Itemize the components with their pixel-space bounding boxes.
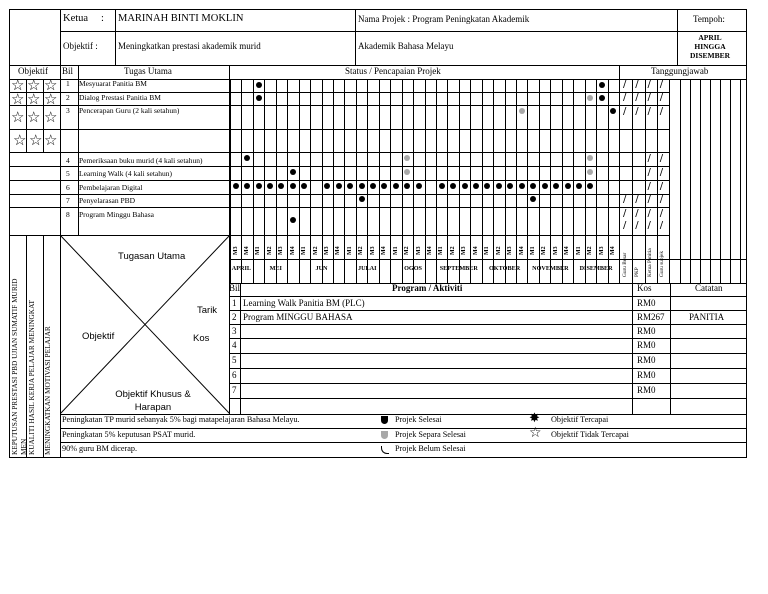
star-outline-icon: ☆ <box>44 90 58 108</box>
unit-value: Akademik Bahasa Melayu <box>358 41 454 51</box>
grid-line <box>562 79 563 283</box>
grid-line <box>60 194 669 195</box>
done-mark <box>256 95 262 101</box>
done-mark <box>290 169 296 175</box>
done-mark <box>347 183 353 189</box>
done-mark <box>290 183 296 189</box>
grid-line <box>9 166 60 167</box>
week-label: M3 <box>507 246 514 255</box>
done-mark <box>370 183 376 189</box>
done-mark <box>256 183 262 189</box>
responsibility-slash: / <box>647 92 651 103</box>
week-label: M3 <box>232 246 239 255</box>
star-outline-icon: ☆ <box>529 425 542 441</box>
task-name-1: Mesyuarat Panitia BM <box>79 79 147 88</box>
grid-line <box>241 79 242 283</box>
month-label: DISEMBER <box>579 265 613 272</box>
objective-vertical-2: KUALITI HASIL KERJA PELAJAR MENINGKAT <box>27 300 36 455</box>
star-outline-icon: ☆ <box>44 131 58 149</box>
diagram-right-top-label: Tarik <box>197 305 218 316</box>
grid-line <box>680 79 681 283</box>
role-label: Ketua Panitia <box>646 248 653 277</box>
done-mark <box>359 196 365 202</box>
task-bil-2: 2 <box>66 93 70 102</box>
program-kos: RM0 <box>637 340 656 350</box>
status-col-header: Status / Pencapaian Projek <box>345 66 441 76</box>
grid-line <box>9 129 60 130</box>
grid-line <box>60 152 669 153</box>
responsibility-slash: / <box>647 194 651 205</box>
responsibility-slash: / <box>659 181 664 192</box>
week-label: M2 <box>266 246 273 255</box>
responsibility-slash: / <box>659 167 664 178</box>
done-mark <box>267 183 273 189</box>
week-label: M2 <box>358 246 365 255</box>
week-label: M1 <box>438 246 445 255</box>
program-name: Learning Walk Panitia BM (PLC) <box>243 298 365 308</box>
star-outline-icon: ☆ <box>44 108 58 126</box>
grid-line <box>436 79 437 283</box>
done-mark <box>381 183 387 189</box>
done-mark <box>301 183 307 189</box>
tugas-col-header: Tugas Utama <box>124 66 172 76</box>
grid-line <box>596 79 597 283</box>
task-name-6: Pembelajaran Digital <box>79 183 143 192</box>
done-mark <box>393 183 399 189</box>
task-bil-7: 7 <box>66 196 70 205</box>
star-outline-icon: ☆ <box>27 76 41 94</box>
grid-line <box>710 79 711 283</box>
grid-line <box>690 79 691 283</box>
responsibility-slash: / <box>623 208 627 219</box>
done-mark <box>290 217 296 223</box>
week-label: M4 <box>427 246 433 255</box>
grid-line <box>740 79 741 283</box>
week-label: M1 <box>346 246 353 255</box>
grid-line <box>516 79 517 283</box>
task-bil-1: 1 <box>66 79 70 88</box>
done-mark <box>530 183 536 189</box>
partial-mark <box>404 155 410 161</box>
grid-line <box>60 166 669 167</box>
responsibility-slash: / <box>623 79 627 90</box>
ketua-name: MARINAH BINTI MOKLIN <box>118 13 244 24</box>
objective-vertical-1b: MEN <box>19 438 28 455</box>
grid-line <box>9 152 60 153</box>
grid-line <box>670 283 671 414</box>
grid-line <box>425 79 426 283</box>
week-label: M1 <box>301 246 308 255</box>
legend-selesai: Projek Selesai <box>395 415 442 424</box>
week-label: M1 <box>575 246 582 255</box>
week-label: M3 <box>552 246 559 255</box>
grid-line <box>229 338 746 339</box>
grid-line <box>459 79 460 283</box>
responsibility-slash: / <box>635 79 639 90</box>
grid-line <box>356 79 357 283</box>
tanggungjawab-col-header: Tanggungjawab <box>651 66 709 76</box>
month-label: MEI <box>269 265 282 272</box>
grid-line <box>60 428 746 429</box>
responsibility-slash: / <box>647 106 651 117</box>
star-outline-icon: ☆ <box>13 131 27 149</box>
partial-mark <box>404 169 410 175</box>
done-mark <box>530 196 536 202</box>
tempoh-line-3: DISEMBER <box>689 51 730 60</box>
diagram-left-label: Objektif <box>82 331 115 342</box>
done-mark <box>576 183 582 189</box>
responsibility-slash: / <box>647 181 651 192</box>
program-bil: 5 <box>232 355 237 365</box>
grid-line <box>447 79 448 283</box>
week-label: M3 <box>461 246 468 255</box>
objective-vertical-3: MENINGKATKAN MOTIVASI PELAJAR <box>43 326 52 455</box>
legend-separa: Projek Separa Selesai <box>395 430 466 439</box>
done-mark <box>244 183 250 189</box>
objektif-col-header: Objektif <box>18 66 48 76</box>
done-mark <box>599 95 605 101</box>
grid-line <box>310 79 311 283</box>
week-label: M1 <box>255 246 262 255</box>
responsibility-slash: / <box>623 92 627 103</box>
objective-vertical-1: KEPUTUSAN PRESTASI PBD UJIAN SUMATIF MURID <box>10 278 19 455</box>
bil-col-header: Bil <box>62 66 74 76</box>
specific-objective-1: Peningkatan TP murid sebanyak 5% bagi matapelajaran Bahasa Melayu. <box>62 415 300 424</box>
tempoh-label: Tempoh: <box>693 14 725 24</box>
grid-line <box>355 9 356 65</box>
done-mark <box>599 82 605 88</box>
responsibility-slash: / <box>647 220 651 231</box>
done-mark <box>244 155 250 161</box>
program-kos: RM0 <box>637 370 656 380</box>
star-outline-icon: ☆ <box>11 108 25 126</box>
week-label: M3 <box>278 246 285 255</box>
grid-line <box>264 79 265 283</box>
ketua-colon: : <box>101 13 104 24</box>
responsibility-slash: / <box>635 194 639 205</box>
star-filled-icon: ✸ <box>529 411 540 426</box>
ketua-label: Ketua <box>63 13 89 24</box>
task-bil-3: 3 <box>66 106 70 115</box>
task-bil-4: 4 <box>66 156 70 165</box>
grid-line <box>9 235 60 236</box>
done-mark <box>439 183 445 189</box>
partial-mark <box>587 155 593 161</box>
done-mark <box>359 183 365 189</box>
week-label: M2 <box>495 246 502 255</box>
grid-line <box>115 9 116 65</box>
grid-line <box>344 79 345 283</box>
project-name: Nama Projek : Program Peningkatan Akademik <box>358 14 530 24</box>
frame-bottom <box>9 457 747 458</box>
week-label: M1 <box>484 246 491 255</box>
grid-line <box>230 79 231 283</box>
responsibility-slash: / <box>659 194 664 205</box>
kos-header: Kos <box>637 283 652 293</box>
program-bil: 2 <box>232 312 237 322</box>
grid-line <box>229 324 746 325</box>
grid-line <box>632 283 633 414</box>
responsibility-slash: / <box>659 79 664 90</box>
grid-line <box>482 79 483 283</box>
done-mark <box>324 183 330 189</box>
week-label: M4 <box>610 246 617 255</box>
grid-line <box>253 79 254 283</box>
grid-line <box>470 79 471 283</box>
done-mark <box>233 183 239 189</box>
program-kos: RM0 <box>637 385 656 395</box>
grid-line <box>367 79 368 283</box>
done-mark <box>507 183 513 189</box>
month-label: SEPTEMBER <box>439 265 478 272</box>
done-mark <box>496 183 502 189</box>
grid-line <box>657 79 658 283</box>
grid-line <box>700 79 701 283</box>
diagram-bottom-label: Objektif Khusus & Harapan <box>115 389 191 413</box>
grid-line <box>585 79 586 283</box>
month-label: NOVEMBER <box>532 265 569 272</box>
responsibility-slash: / <box>647 79 651 90</box>
grid-line <box>276 79 277 283</box>
grid-line <box>287 79 288 283</box>
done-mark <box>542 183 548 189</box>
grid-line <box>229 259 746 260</box>
task-name-4: Pemeriksaan buku murid (4 kali setahun) <box>79 156 203 165</box>
week-label: M1 <box>529 246 536 255</box>
grid-line <box>9 194 60 195</box>
week-label: M4 <box>289 246 296 255</box>
grid-line <box>60 442 746 443</box>
responsibility-slash: / <box>635 220 639 231</box>
week-label: M4 <box>564 246 571 255</box>
grid-line <box>229 353 746 354</box>
grid-line <box>299 79 300 283</box>
star-outline-icon: ☆ <box>11 76 25 94</box>
grid-line <box>573 79 574 283</box>
grid-line <box>229 398 746 399</box>
grid-line <box>229 383 746 384</box>
program-kos: RM267 <box>637 312 665 322</box>
responsibility-slash: / <box>623 106 627 117</box>
grid-line <box>402 79 403 283</box>
week-label: M2 <box>587 246 594 255</box>
task-bil-5: 5 <box>66 169 70 178</box>
done-mark <box>462 183 468 189</box>
partial-mark <box>587 95 593 101</box>
diagram-right-label: Kos <box>193 333 210 344</box>
month-label: OGOS <box>404 265 422 272</box>
frame-top <box>9 9 747 10</box>
grid-line <box>9 180 60 181</box>
star-outline-icon: ☆ <box>11 90 25 108</box>
partial-mark <box>519 108 525 114</box>
grid-line <box>669 79 670 283</box>
specific-objective-2: Peningkatan 5% keputusan PSAT murid. <box>62 430 196 439</box>
grid-line <box>720 79 721 283</box>
program-kos: RM0 <box>637 326 656 336</box>
grid-line <box>619 79 620 283</box>
grid-line <box>539 79 540 283</box>
week-label: M3 <box>415 246 422 255</box>
done-mark <box>404 183 410 189</box>
program-bil: 3 <box>232 326 237 336</box>
responsibility-slash: / <box>635 92 639 103</box>
week-label: M1 <box>392 246 399 255</box>
grid-line <box>505 79 506 283</box>
done-marker-icon <box>381 416 388 424</box>
grid-line <box>60 31 746 32</box>
program-bil-header: Bil <box>229 283 241 293</box>
grid-line <box>550 79 551 283</box>
role-label: Guru subjek <box>658 250 665 277</box>
grid-line <box>60 9 61 79</box>
week-label: M3 <box>369 246 376 255</box>
week-label: M4 <box>381 246 388 255</box>
week-label: M3 <box>324 246 331 255</box>
week-label: M2 <box>541 246 548 255</box>
grid-line <box>229 296 746 297</box>
program-bil: 1 <box>232 298 237 308</box>
grid-line <box>379 79 380 283</box>
month-label: JULAI <box>357 265 377 272</box>
legend-tercapai: Objektif Tercapai <box>551 415 609 424</box>
tempoh-line-1: APRIL <box>698 33 722 42</box>
done-mark <box>565 183 571 189</box>
responsibility-slash: / <box>623 220 627 231</box>
responsibility-slash: / <box>647 167 651 178</box>
responsibility-slash: / <box>659 106 664 117</box>
grid-line <box>60 129 669 130</box>
done-mark <box>278 183 284 189</box>
tempoh-line-2: HINGGA <box>694 42 726 51</box>
week-label: M4 <box>243 246 250 255</box>
done-mark <box>610 108 616 114</box>
star-outline-icon: ☆ <box>27 108 41 126</box>
task-bil-6: 6 <box>66 183 70 192</box>
grid-line <box>60 207 669 208</box>
responsibility-slash: / <box>647 208 651 219</box>
grid-line <box>632 79 633 283</box>
grid-line <box>645 79 646 283</box>
program-catatan: PANITIA <box>689 312 725 322</box>
task-name-2: Dialog Prestasi Panitia BM <box>79 93 161 102</box>
grid-line <box>730 79 731 283</box>
task-name-8: Program Minggu Bahasa <box>79 210 154 219</box>
done-mark <box>484 183 490 189</box>
week-label: M4 <box>472 246 479 255</box>
grid-line <box>493 79 494 283</box>
pending-marker-icon <box>381 446 389 454</box>
grid-line <box>9 207 60 208</box>
grid-line <box>527 79 528 283</box>
star-outline-icon: ☆ <box>44 76 58 94</box>
week-label: M4 <box>518 246 525 255</box>
responsibility-slash: / <box>659 208 664 219</box>
program-bil: 4 <box>232 340 237 350</box>
month-label: JUN <box>315 265 328 272</box>
grid-line <box>229 310 746 311</box>
week-label: M2 <box>404 246 411 255</box>
program-name: Program MINGGU BAHASA <box>243 312 353 322</box>
done-mark <box>336 183 342 189</box>
star-outline-icon: ☆ <box>27 90 41 108</box>
responsibility-slash: / <box>659 92 664 103</box>
grid-line <box>229 368 746 369</box>
legend-belum: Projek Belum Selesai <box>395 444 466 453</box>
grid-line <box>390 79 391 283</box>
program-kos: RM0 <box>637 355 656 365</box>
grid-line <box>60 180 669 181</box>
legend-tidak-tercapai: Objektif Tidak Tercapai <box>551 430 629 439</box>
catatan-header: Catatan <box>695 283 723 293</box>
grid-line <box>413 79 414 283</box>
week-label: M2 <box>312 246 319 255</box>
done-mark <box>256 82 262 88</box>
responsibility-slash: / <box>635 106 639 117</box>
grid-line <box>322 79 323 283</box>
star-outline-icon: ☆ <box>29 131 43 149</box>
grid-line <box>608 79 609 283</box>
done-mark <box>587 183 593 189</box>
role-label: Guru Besar <box>622 252 628 277</box>
task-name-3: Pencerapan Guru (2 kali setahun) <box>79 106 180 115</box>
partial-mark <box>587 169 593 175</box>
objektif-value: Meningkatkan prestasi akademik murid <box>118 41 261 51</box>
frame-right <box>746 9 747 457</box>
week-label: M4 <box>335 246 342 255</box>
objektif-label: Objektif : <box>63 41 98 51</box>
done-mark <box>519 183 525 189</box>
done-mark <box>416 183 422 189</box>
program-header: Program / Aktiviti <box>392 283 463 293</box>
week-label: M2 <box>449 246 456 255</box>
diagram-top-label: Tugasan Utama <box>118 251 186 262</box>
responsibility-slash: / <box>659 153 664 164</box>
responsibility-slash: / <box>635 208 639 219</box>
program-kos: RM0 <box>637 298 656 308</box>
grid-line <box>60 79 669 80</box>
responsibility-slash: / <box>659 220 664 231</box>
program-bil: 7 <box>232 385 237 395</box>
month-label: APRIL <box>231 265 252 272</box>
partial-marker-icon <box>381 431 388 439</box>
done-mark <box>473 183 479 189</box>
role-label: PKP <box>634 267 641 277</box>
responsibility-slash: / <box>623 194 627 205</box>
month-label: OKTOBER <box>488 265 521 272</box>
task-name-7: Penyelarasan PBD <box>79 196 136 205</box>
program-bil: 6 <box>232 370 237 380</box>
week-label: M3 <box>598 246 605 255</box>
grid-line <box>240 283 241 414</box>
task-name-5: Learning Walk (4 kali setahun) <box>79 169 172 178</box>
grid-line <box>229 283 746 284</box>
specific-objective-3: 90% guru BM dicerap. <box>62 444 138 453</box>
done-mark <box>553 183 559 189</box>
task-bil-8: 8 <box>66 210 70 219</box>
grid-line <box>333 79 334 283</box>
responsibility-slash: / <box>647 153 651 164</box>
done-mark <box>450 183 456 189</box>
